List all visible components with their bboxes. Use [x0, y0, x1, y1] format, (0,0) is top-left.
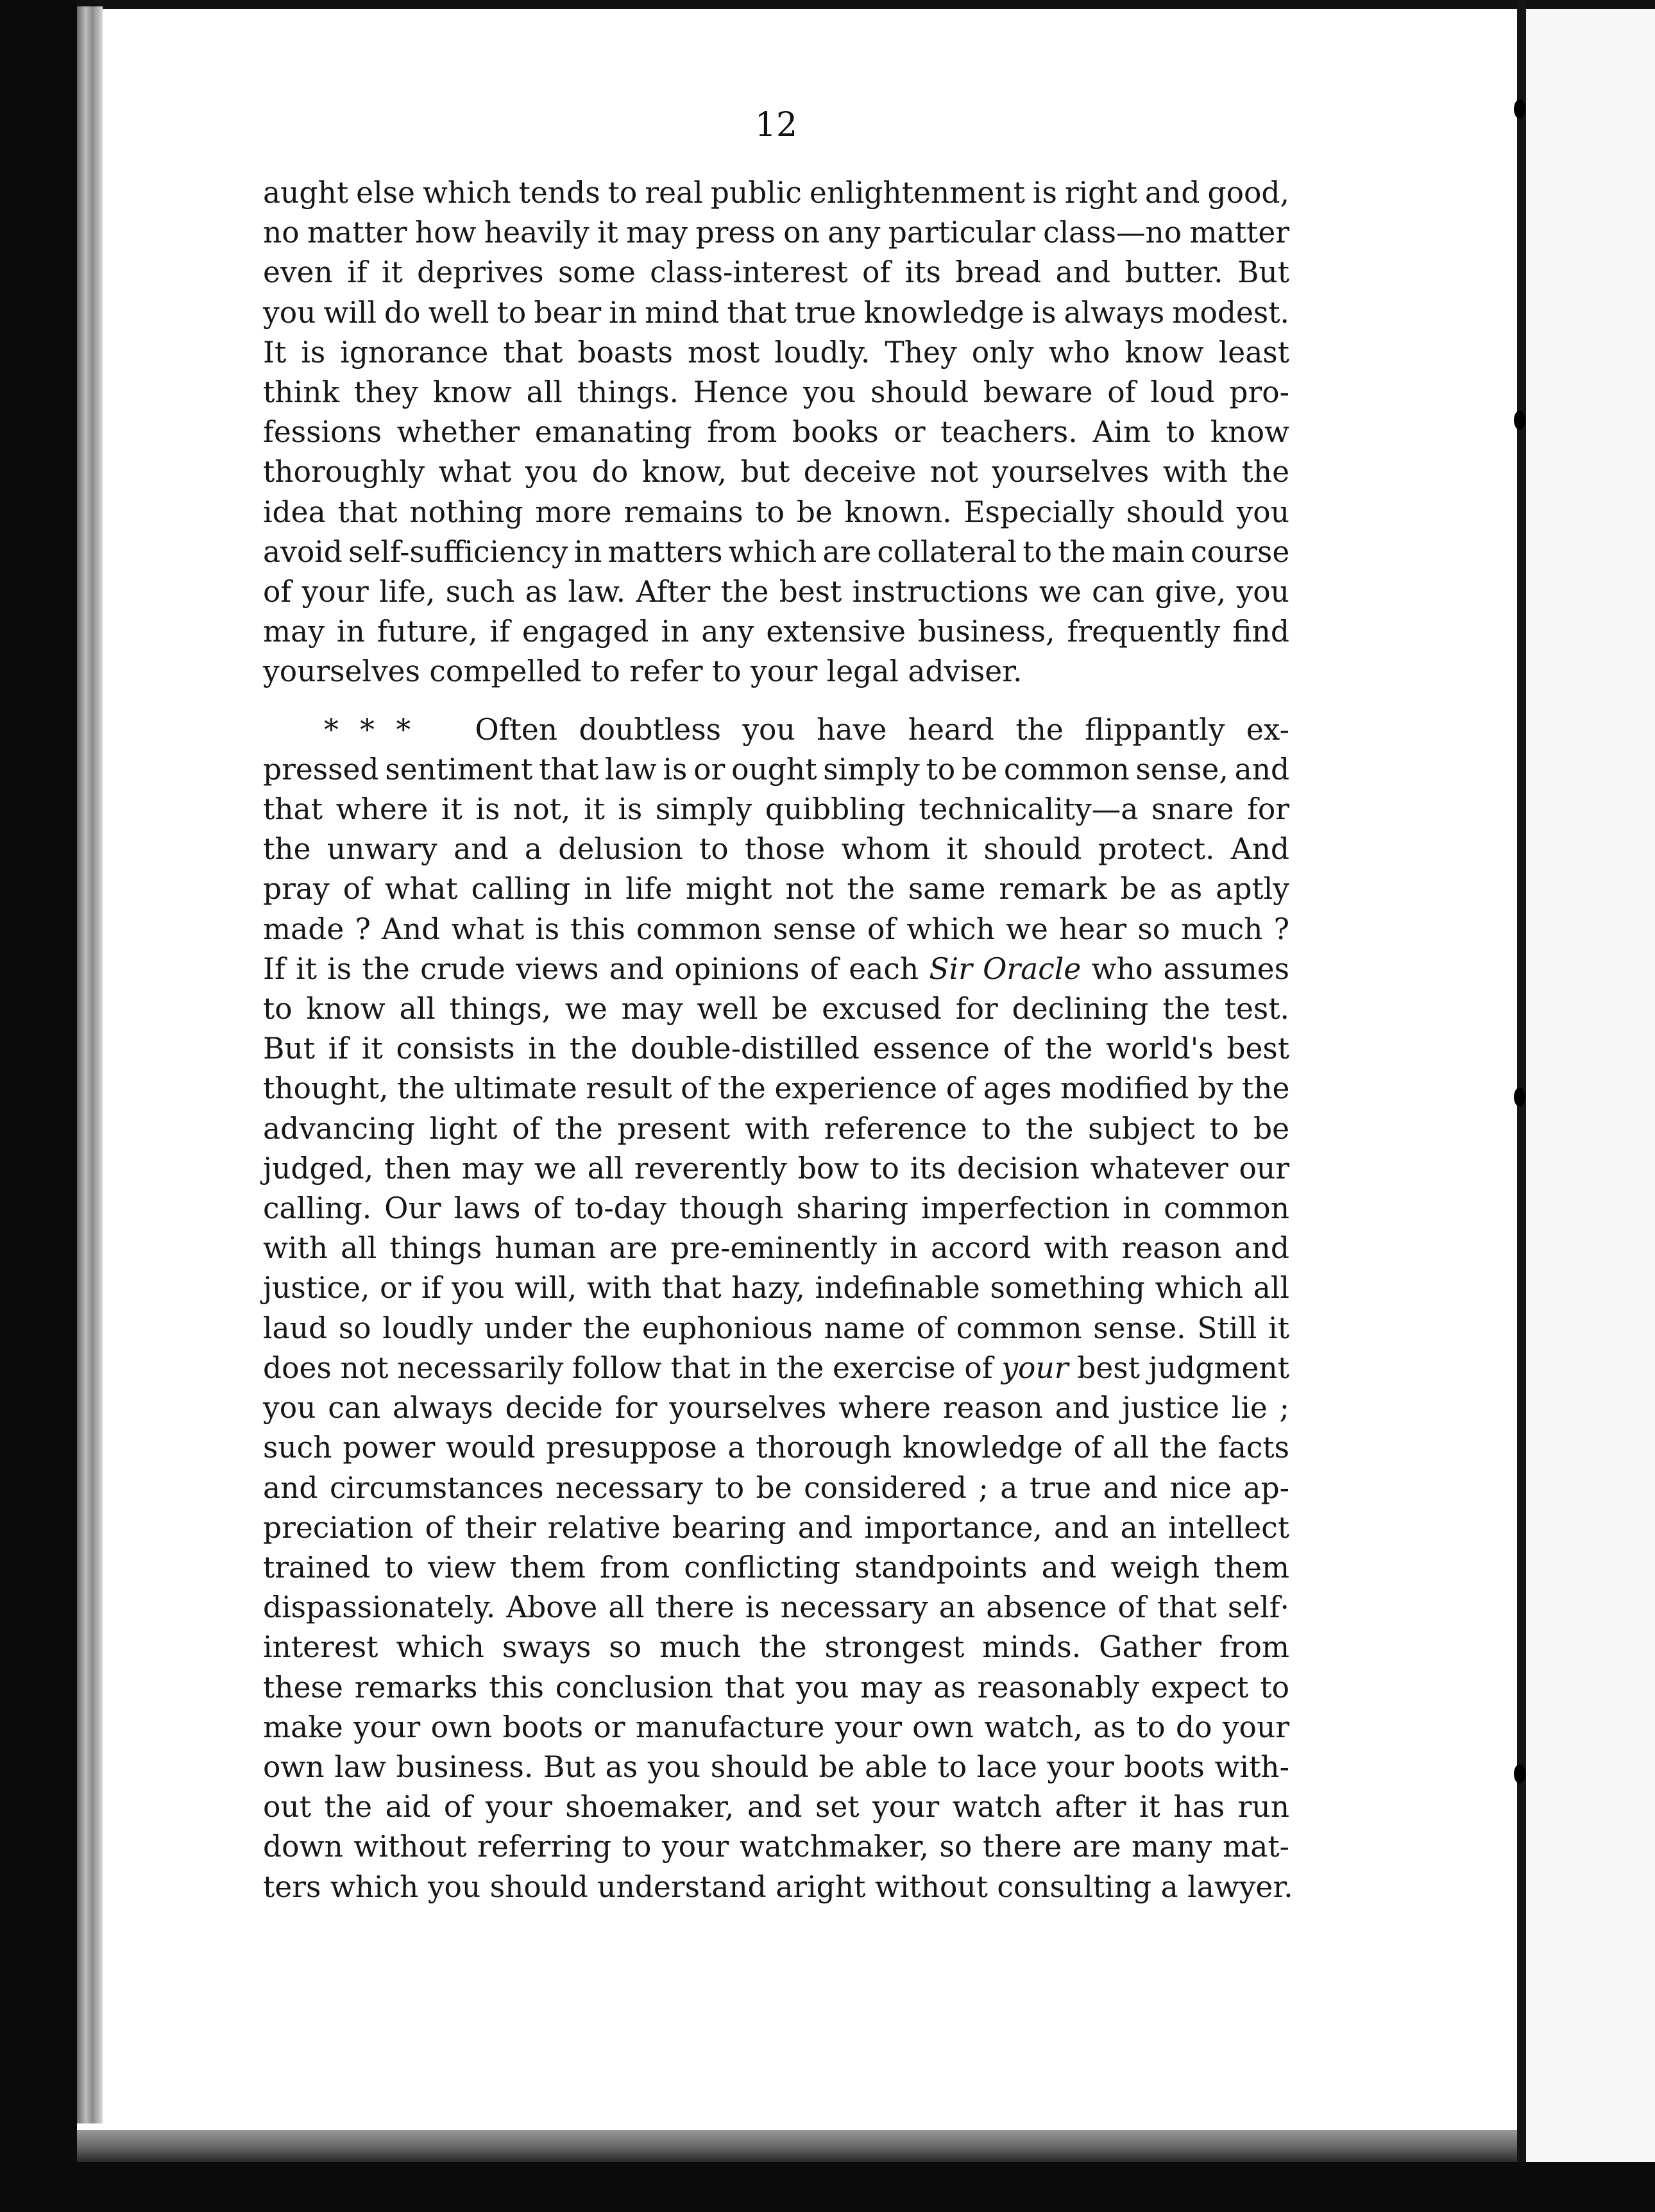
text-segment: best judgment	[1068, 1350, 1289, 1385]
text-line: think they know all things. Hence you should beware of loud pro-	[263, 375, 1289, 410]
section-break-stars: * * *	[324, 712, 411, 747]
text-line: with all things human are pre-eminently in accord with reason and	[263, 1231, 1289, 1266]
scan-border-left	[0, 0, 77, 2212]
text-line: that where it is not, it is simply quibbling technicality—a snare for	[263, 792, 1289, 827]
text-line: trained to view them from conflicting standpoints and weigh them	[263, 1550, 1289, 1585]
italic-text: your	[1001, 1350, 1069, 1385]
text-line: down without referring to your watchmaker, so there are many mat-	[263, 1830, 1289, 1864]
text-segment: If it is the crude views and opinions of each	[263, 951, 929, 986]
text-line: idea that nothing more remains to be known. Especially should you	[263, 495, 1289, 529]
text-line: the unwary and a delusion to those whom it should protect. And	[263, 832, 1289, 867]
text-line: made ? And what is this common sense of which we hear so much ?	[263, 912, 1289, 946]
text-line: calling. Our laws of to-day though sharing imperfection in common	[263, 1191, 1289, 1226]
binding-mark	[1514, 411, 1525, 430]
text-line: interest which sways so much the strongest minds. Gather from	[263, 1630, 1289, 1665]
text-line: preciation of their relative bearing and importance, and an intellect	[263, 1510, 1289, 1545]
facing-page-edge	[1526, 9, 1655, 2162]
text-line: you will do well to bear in mind that true knowledge is always modest.	[263, 295, 1289, 330]
book-gutter	[1517, 0, 1526, 2162]
page-stack-edge	[77, 6, 103, 2123]
text-line: out the aid of your shoemaker, and set your watch after it has run	[263, 1790, 1289, 1825]
text-line	[263, 949, 1289, 989]
binding-mark	[1514, 99, 1525, 119]
text-line: no matter how heavily it may press on any particular class—no matter	[263, 216, 1289, 250]
text-line: such power would presuppose a thorough knowledge of all the facts	[263, 1431, 1289, 1465]
text-line: yourselves compelled to refer to your legal adviser.	[263, 654, 1023, 689]
text-line: to know all things, we may well be excused for declining the test.	[263, 992, 1289, 1026]
text-line: laud so loudly under the euphonious name of common sense. Still it	[263, 1311, 1289, 1345]
italic-text: Sir Oracle	[929, 951, 1082, 986]
text-line	[263, 710, 1289, 750]
text-line: you can always decide for yourselves where reason and justice lie ;	[263, 1391, 1289, 1425]
text-segment: who assumes	[1081, 951, 1290, 986]
text-line: thought, the ultimate result of the experience of ages modified by the	[263, 1071, 1290, 1106]
text-line: avoid self-sufficiency in matters which are collateral to the main course	[263, 534, 1290, 569]
text-line: may in future, if engaged in any extensive business, frequently find	[263, 615, 1289, 649]
text-line: judged, then may we all reverently bow to its decision whatever our	[263, 1151, 1289, 1186]
text-line: ters which you should understand aright without consulting a lawyer.	[263, 1869, 1293, 1904]
binding-mark	[1514, 1087, 1525, 1107]
text-line: make your own boots or manufacture your own watch, as to do your	[263, 1710, 1289, 1744]
text-line: and circumstances necessary to be considered ; a true and nice ap-	[263, 1470, 1289, 1505]
text-line: justice, or if you will, with that hazy, indefinable something which all	[263, 1271, 1289, 1306]
scan-border-bottom	[0, 2162, 1655, 2212]
binding-mark	[1514, 1764, 1525, 1783]
text-line: of your life, such as law. After the best instructions we can give, you	[263, 575, 1289, 609]
text-line: dispassionately. Above all there is necessary an absence of that self·	[263, 1590, 1289, 1625]
scan-border-top	[0, 0, 1655, 9]
text-line: aught else which tends to real public enlightenment is right and good,	[263, 176, 1289, 210]
text-line: pray of what calling in life might not the same remark be as aptly	[263, 872, 1289, 906]
text-line: thoroughly what you do know, but deceive not yourselves with the	[263, 455, 1289, 489]
text-line: But if it consists in the double-distilled essence of the world's best	[263, 1032, 1289, 1066]
body-text	[263, 173, 1293, 1907]
paragraph-1	[263, 173, 1289, 692]
text-line: advancing light of the present with reference to the subject to be	[263, 1111, 1289, 1146]
text-line: even if it deprives some class-interest of its bread and butter. But	[263, 255, 1289, 290]
text-line: pressed sentiment that law is or ought simply to be common sense, and	[263, 752, 1290, 787]
text-line: It is ignorance that boasts most loudly. They only who know least	[263, 335, 1289, 370]
text-line	[263, 1348, 1289, 1388]
text-line: own law business. But as you should be able to lace your boots with-	[263, 1749, 1289, 1784]
text-line-content: Often doubtless you have heard the flippantly ex-	[475, 712, 1290, 747]
text-line: these remarks this conclusion that you may as reasonably expect to	[263, 1670, 1289, 1705]
paragraph-2	[263, 710, 1293, 1907]
text-line: fessions whether emanating from books or teachers. Aim to know	[263, 415, 1289, 450]
page-number: 12	[754, 106, 798, 144]
text-segment: does not necessarily follow that in the exercise of	[263, 1350, 1002, 1385]
page-stack-bottom	[77, 2130, 1527, 2162]
